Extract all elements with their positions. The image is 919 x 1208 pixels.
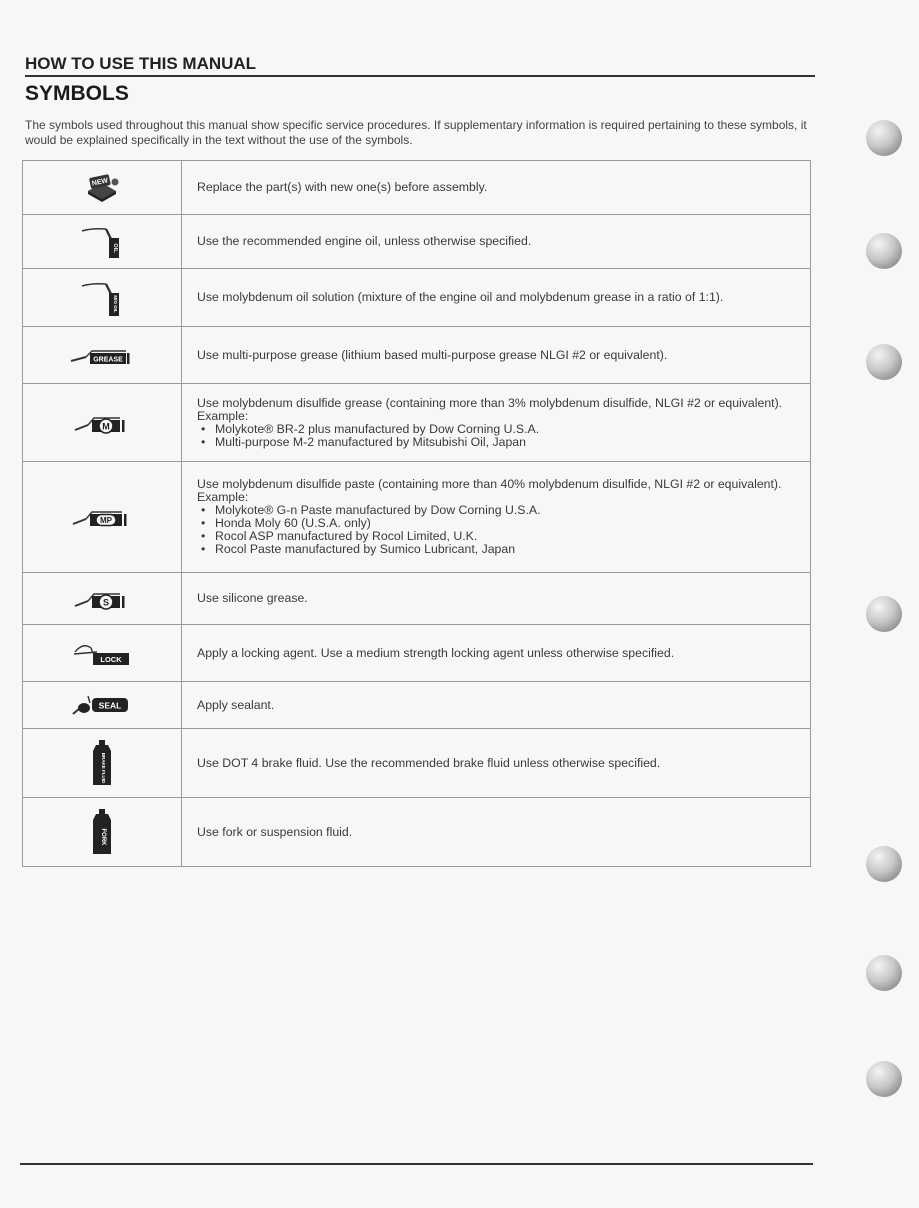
- symbol-description: Use DOT 4 brake fluid. Use the recommended brake fluid unless otherwise specified.: [182, 729, 811, 798]
- molybdenum-grease-icon: [74, 410, 130, 436]
- footer-rule: [20, 1163, 813, 1165]
- svg-text:MP: MP: [100, 516, 112, 525]
- binder-hole: [866, 846, 902, 882]
- table-row: [23, 625, 811, 682]
- page-header: [25, 54, 815, 106]
- icon-cell: [23, 682, 182, 729]
- description-text: Use molybdenum disulfide grease (containing more than 3% molybdenum disulfide, NLGI #2 or equivalent).: [197, 395, 783, 410]
- svg-text:LOCK: LOCK: [100, 655, 122, 664]
- symbol-description: Use silicone grease.: [182, 573, 811, 625]
- svg-text:OIL: OIL: [112, 242, 118, 253]
- engine-oil-icon: [80, 225, 124, 259]
- list-item: • Rocol Paste manufactured by Sumico Lubricant, Japan: [197, 543, 798, 556]
- icon-cell: [23, 327, 182, 384]
- table-row: [23, 215, 811, 269]
- new-part-icon: [82, 173, 122, 203]
- icon-cell: [23, 798, 182, 867]
- svg-text:S: S: [102, 597, 110, 607]
- binder-hole: [866, 344, 902, 380]
- binder-hole: [866, 955, 902, 991]
- table-row: [23, 462, 811, 573]
- molybdenum-paste-icon: [72, 504, 132, 530]
- icon-cell: [23, 384, 182, 462]
- icon-cell: [23, 269, 182, 327]
- symbol-description: Apply a locking agent. Use a medium strength locking agent unless otherwise specified.: [182, 625, 811, 682]
- svg-text:GREASE: GREASE: [93, 356, 123, 364]
- svg-text:M: M: [102, 421, 110, 431]
- table-row: [23, 729, 811, 798]
- table-row: [23, 798, 811, 867]
- intro-paragraph: The symbols used throughout this manual show specific service procedures. If supplementary information is required pertaining to these symbols, it would be explained specifically in the text without the use of the symbols.: [25, 118, 807, 147]
- list-item: • Rocol ASP manufactured by Rocol Limited, U.K.: [197, 530, 798, 543]
- symbol-description: Replace the part(s) with new one(s) before assembly.: [182, 161, 811, 215]
- symbol-description: Use the recommended engine oil, unless otherwise specified.: [182, 215, 811, 269]
- description-text: Use molybdenum disulfide paste (containing more than 40% molybdenum disulfide, NLGI #2 or equivalent).: [197, 477, 782, 491]
- table-row: [23, 161, 811, 215]
- svg-text:SEAL: SEAL: [98, 700, 122, 711]
- example-label: Example:: [197, 490, 249, 504]
- table-row: [23, 327, 811, 384]
- section-title: HOW TO USE THIS MANUAL: [25, 54, 815, 77]
- symbol-description: Use molybdenum oil solution (mixture of the engine oil and molybdenum grease in a ratio of 1:1).: [182, 269, 811, 327]
- svg-text:BRAKE FLUID: BRAKE FLUID: [101, 752, 106, 784]
- symbols-table: [22, 160, 811, 867]
- svg-text:FORK: FORK: [100, 828, 106, 846]
- symbol-description: Use fork or suspension fluid.: [182, 798, 811, 867]
- table-row: [23, 384, 811, 462]
- example-list: [197, 423, 798, 449]
- grease-icon: [70, 343, 134, 367]
- icon-cell: [23, 573, 182, 625]
- icon-cell: [23, 625, 182, 682]
- sealant-icon: [72, 692, 132, 718]
- svg-text:M/O OIL: M/O OIL: [113, 294, 118, 313]
- page-title: SYMBOLS: [25, 82, 129, 105]
- icon-cell: [23, 462, 182, 573]
- table-row: [23, 573, 811, 625]
- example-list: [197, 504, 798, 556]
- example-label: Example:: [197, 408, 249, 423]
- list-item: • Honda Moly 60 (U.S.A. only): [197, 517, 798, 530]
- silicone-grease-icon: [74, 586, 130, 612]
- fork-fluid-icon: [91, 808, 113, 856]
- svg-text:NEW: NEW: [91, 176, 109, 188]
- binder-hole: [866, 596, 902, 632]
- icon-cell: [23, 215, 182, 269]
- brake-fluid-icon: [91, 739, 113, 787]
- icon-cell: [23, 161, 182, 215]
- icon-cell: [23, 729, 182, 798]
- molybdenum-oil-icon: [80, 279, 124, 317]
- locking-agent-icon: [73, 640, 131, 666]
- table-row: [23, 269, 811, 327]
- binder-hole: [866, 1061, 902, 1097]
- binder-hole: [866, 120, 902, 156]
- symbol-description: Use multi-purpose grease (lithium based multi-purpose grease NLGI #2 or equivalent).: [182, 327, 811, 384]
- table-row: [23, 682, 811, 729]
- list-item: • Molykote® BR-2 plus manufactured by Dow Corning U.S.A.: [197, 423, 798, 436]
- list-item: • Multi-purpose M-2 manufactured by Mitsubishi Oil, Japan: [197, 436, 798, 449]
- list-item: • Molykote® G-n Paste manufactured by Dow Corning U.S.A.: [197, 504, 798, 517]
- symbol-description: [182, 384, 811, 462]
- binder-hole: [866, 233, 902, 269]
- symbol-description: Apply sealant.: [182, 682, 811, 729]
- symbol-description: [182, 462, 811, 573]
